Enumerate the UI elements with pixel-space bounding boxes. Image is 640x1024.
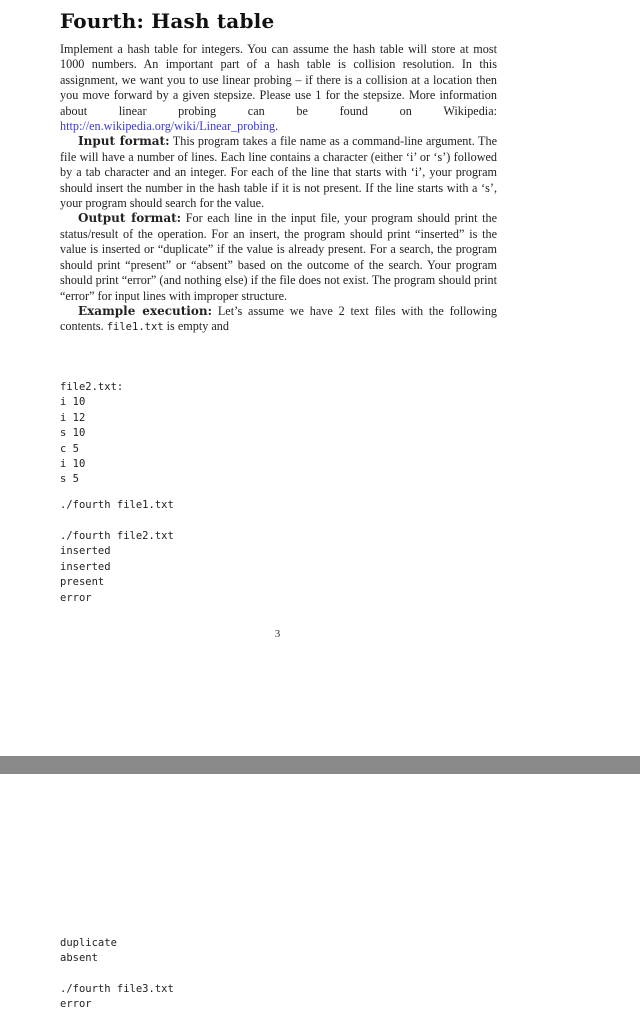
command-file2-output xyxy=(60,529,174,606)
code-line: c 5 xyxy=(60,442,79,455)
example-text-before: Let’s assume we have 2 text files with the following contents. xyxy=(60,303,498,334)
output-line: absent xyxy=(60,952,98,965)
file2-listing xyxy=(60,380,123,488)
command-line: ./fourth file3.txt xyxy=(60,983,174,995)
page-break-divider xyxy=(0,756,640,774)
body-text xyxy=(60,42,497,336)
section-title: Fourth: Hash table xyxy=(60,9,275,33)
output-line: inserted xyxy=(60,545,111,558)
code-line: s 5 xyxy=(60,473,79,486)
output-line: inserted xyxy=(60,560,111,573)
output-format-text: For each line in the input file, your program should print the status/result of the operation. For an insert, the program should print “inserted” is the value is inserted or “duplicate” if the value is already present. For a search, the program should print “present” or “absent” based on the outcome of the search. Your program should print “error” (and nothing else) if the file does not exist. The program should print “error” for input lines with improper structure. xyxy=(60,211,497,303)
page-number: 3 xyxy=(274,628,281,640)
example-label: Example execution: xyxy=(78,303,213,318)
intro-paragraph xyxy=(60,42,497,134)
code-line: i 10 xyxy=(60,458,86,471)
input-format-label: Input format: xyxy=(78,134,170,149)
command-line: ./fourth file2.txt xyxy=(60,530,174,542)
output-line: present xyxy=(60,576,105,589)
command-file3-output xyxy=(60,982,174,1013)
example-text-after: is empty and xyxy=(163,319,229,334)
file2-output-continued xyxy=(60,936,117,967)
output-line: error xyxy=(60,998,92,1011)
output-line: error xyxy=(60,591,92,604)
output-format-paragraph xyxy=(60,211,497,303)
wikipedia-link[interactable]: http://en.wikipedia.org/wiki/Linear_probing xyxy=(60,119,276,134)
code-line: s 10 xyxy=(60,427,86,440)
output-line: duplicate xyxy=(60,937,117,949)
intro-end: . xyxy=(275,119,279,134)
input-format-text: This program takes a file name as a command-line argument. The file will have a number of lines. Each line contains a character (either ‘i’ or ‘s’) followed by a tab character and an integer. For each of the line that starts with ‘i’, your program should insert the number in the hash table if it is not present. If the line starts with a ‘s’, your program should search for the value. xyxy=(60,134,497,211)
example-paragraph xyxy=(60,304,497,336)
input-format-paragraph xyxy=(60,134,497,211)
command-file1 xyxy=(60,498,174,513)
intro-text: Implement a hash table for integers. You can assume the hash table will store at most 1000 numbers. An important part of a hash table is collision resolution. In this assignment, we want you to use linear probing – if there is a collision at a location then you move forward by a given stepsize. Please use 1 for the stepsize. More information about linear probing can be found on Wikipedia: xyxy=(60,42,497,118)
code-line: i 10 xyxy=(60,396,86,409)
code-line: i 12 xyxy=(60,411,86,424)
output-format-label: Output format: xyxy=(78,211,182,226)
file2-header: file2.txt: xyxy=(60,381,124,393)
command-line: ./fourth file1.txt xyxy=(60,499,174,511)
file1-filename: file1.txt xyxy=(106,321,164,334)
